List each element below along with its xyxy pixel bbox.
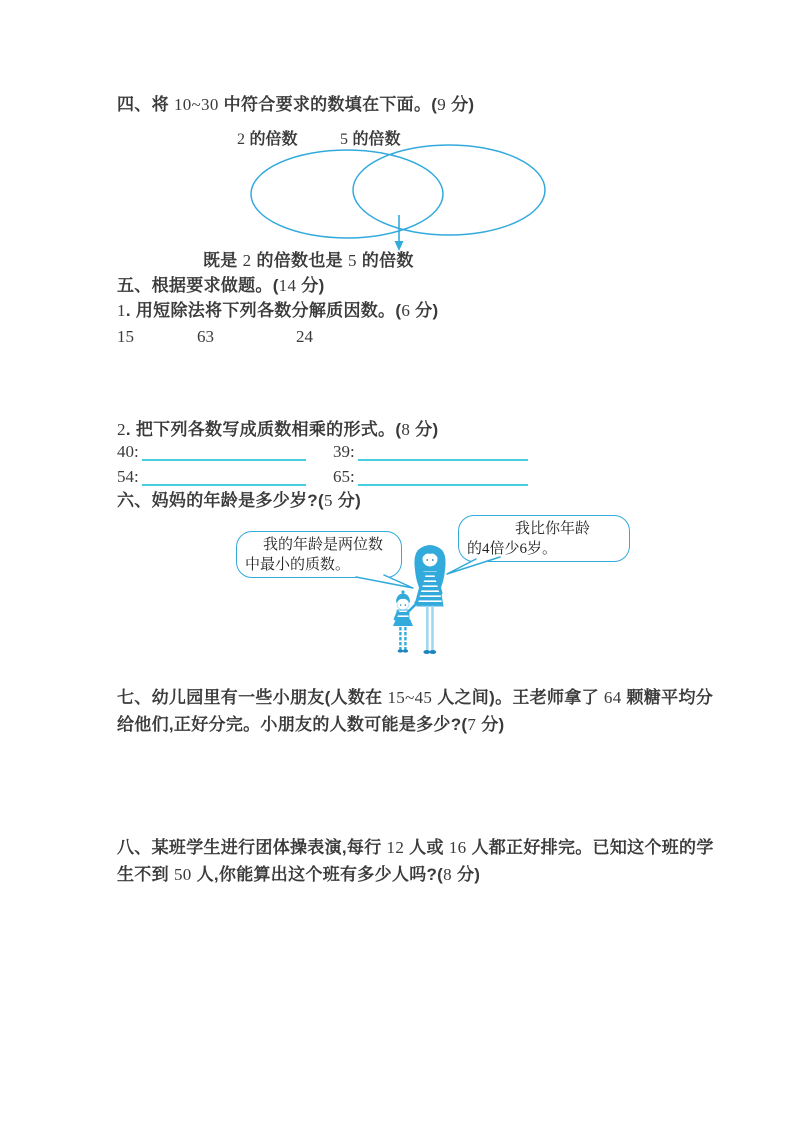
q8-text-line-1: 八、某班学生进行团体操表演,每行 12 人或 16 人都正好排完。已知这个班的学 — [117, 838, 714, 857]
factorize-number-3: 24 — [296, 327, 313, 346]
mother-figure — [414, 545, 445, 654]
bubble-text-line: 中最小的质数。 — [245, 557, 351, 573]
answer-blank — [142, 443, 306, 461]
q7-text-line-2: 给他们,正好分完。小朋友的人数可能是多少?(7 分) — [117, 715, 505, 734]
blank-label: 65: — [333, 467, 355, 486]
answer-blank — [142, 468, 306, 486]
venn-left-label: 2 的倍数 — [237, 131, 298, 148]
answer-blank — [358, 468, 528, 486]
venn-left-ellipse — [251, 150, 443, 238]
blank-label: 40: — [117, 442, 139, 461]
bubble-text-line: 我比你年龄 — [515, 521, 591, 537]
venn-right-label: 5 的倍数 — [340, 131, 401, 148]
factorize-number-2: 63 — [197, 327, 214, 346]
blank-label: 54: — [117, 467, 139, 486]
blank-item-54 — [117, 468, 306, 486]
q8-text-line-2: 生不到 50 人,你能算出这个班有多少人吗?(8 分) — [117, 865, 481, 884]
bubble-text-line: 我的年龄是两位数 — [263, 537, 384, 553]
factorize-number-1: 15 — [117, 327, 134, 346]
q4-title: 四、将 10~30 中符合要求的数填在下面。(9 分) — [117, 95, 475, 114]
blank-item-39 — [333, 443, 528, 461]
venn-right-ellipse — [353, 145, 545, 235]
q5-title: 五、根据要求做题。(14 分) — [117, 276, 325, 295]
mother-bubble-tail — [444, 553, 504, 579]
venn-caption: 既是 2 的倍数也是 5 的倍数 — [203, 251, 414, 270]
down-arrow-icon — [395, 215, 404, 251]
answer-blank — [358, 443, 528, 461]
blank-item-65 — [333, 468, 528, 486]
blank-label: 39: — [333, 442, 355, 461]
blank-item-40 — [117, 443, 306, 461]
bubble-text-line: 的4倍少6岁。 — [467, 541, 558, 557]
daughter-figure — [393, 590, 416, 652]
q7-text-line-1: 七、幼儿园里有一些小朋友(人数在 15~45 人之间)。王老师拿了 64 颗糖平均分 — [117, 688, 714, 707]
q5-sub2-title: 2. 把下列各数写成质数相乘的形式。(8 分) — [117, 420, 439, 439]
venn-diagram — [240, 141, 560, 255]
daughter-bubble-tail — [350, 569, 420, 593]
q5-sub1-title: 1. 用短除法将下列各数分解质因数。(6 分) — [117, 301, 439, 320]
q6-title: 六、妈妈的年龄是多少岁?(5 分) — [117, 491, 362, 510]
